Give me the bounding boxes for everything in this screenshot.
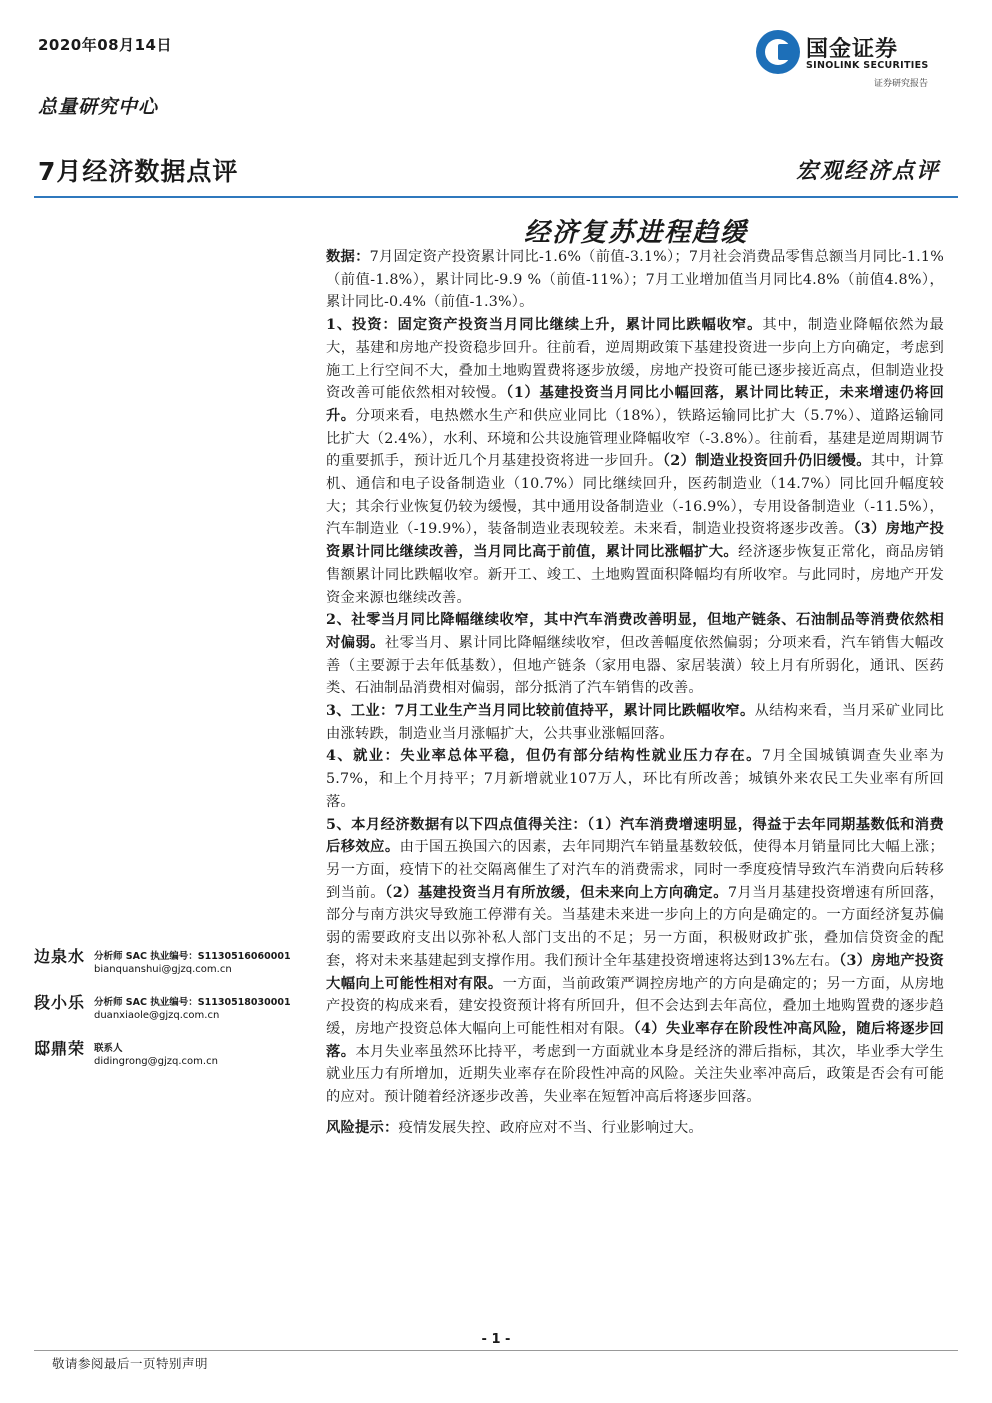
section-heading: 3、工业：7月工业生产当月同比较前值持平，累计同比跌幅收窄。	[326, 703, 755, 720]
section-highlights	[326, 814, 944, 1109]
data-label: 数据：	[326, 249, 370, 265]
section-subheading: （2）基建投资当月有所放缓，但未来向上方向确定。	[385, 884, 728, 901]
analyst-name: 边泉水	[34, 947, 86, 966]
section-text: 分项来看，电热燃水生产和供应业同比（18%），铁路运输同比扩大（5.7%）、道路运输同比扩大（2.4%），水利、环境和公共设施管理业降幅收窄（-3.8%）。往前看，基建是逆周期调节的重要抓手，预计近几个月基建投资将进一步回升。	[326, 407, 944, 470]
section-text: 一方面，当前政策严调控房地产的方向是确定的；另一方面，从房地产投资的构成来看，建安投资预计将有所回升，但不会达到去年高位，叠加土地购置费的逐步趋缓，房地产投资总体大幅向上可能性相对有限。	[326, 975, 944, 1037]
logo-company-en: SINOLINK SECURITIES	[806, 60, 929, 71]
section-subheading: （2）制造业投资回升仍旧缓慢。	[662, 453, 871, 470]
section-heading: 1、投资：固定资产投资当月同比继续上升，累计同比跌幅收窄。	[326, 317, 763, 334]
section-text: 7月全国城镇调查失业率为5.7%，和上个月持平；7月新增就业107万人，环比有所改善；城镇外来农民工失业率有所回落。	[326, 748, 945, 810]
report-body	[326, 246, 944, 1139]
headline: 经济复苏进程趋缓	[523, 218, 748, 248]
section-text: 其中，制造业降幅依然为最大，基建和房地产投资稳步回升。往前看，逆周期政策下基建投资进一步向上方向确定，考虑到施工上行空间不大，叠加土地购置费将逐步放缓，房地产投资可能已逐步接近高点，但制造业投资改善可能依然相对较慢。	[326, 317, 944, 402]
footer-divider	[34, 1350, 958, 1351]
header-divider	[34, 196, 958, 198]
analyst-email[interactable]: duanxiaole@gjzq.com.cn	[94, 1010, 220, 1021]
disclaimer-note: 敬请参阅最后一页特别声明	[52, 1356, 209, 1371]
analyst-role: 联系人	[94, 1043, 123, 1054]
section-subheading: （3）房地产投资累计同比继续改善，当月同比高于前值，累计同比涨幅扩大。	[326, 521, 944, 561]
section-text: 本月失业率虽然环比持平，考虑到一方面就业本身是经济的滞后指标，其次，毕业季大学生就业压力有所增加，近期失业率存在阶段性冲高的风险。关注失业率冲高后，政策是否会有可能的应对。预计随着经济逐步改善，失业率在短暂冲高后将逐步回落。	[326, 1043, 945, 1106]
page-number: - 1 -	[481, 1332, 511, 1347]
sinolink-logo-icon	[756, 30, 800, 74]
section-text: 由于国五换国六的因素，去年同期汽车销量基数较低，使得本月销量同比大幅上涨；另一方面，疫情下的社交隔离催生了对汽车的消费需求，同时一季度疫情导致汽车消费向后转移到当前。	[326, 839, 945, 901]
section-text: 7月当月基建投资增速有所回落，部分与南方洪灾导致施工停滞有关。当基建未来进一步向上的方向是确定的。一方面经济复苏偏弱的需要政府支出以弥补私人部门支出的不足；另一方面，积极财政扩张，叠加信贷资金的配套，将对未来基建起到支撑作用。我们预计全年基建投资增速将达到13%左右。	[326, 884, 944, 969]
data-text: 7月固定资产投资累计同比-1.6%（前值-3.1%）；7月社会消费品零售总额当月同比-1.1%（前值-1.8%），累计同比-9.9 %（前值-11%）；7月工业增加值当月同比4.8%（前值4.8%），累计同比-0.4%（前值-1.3%）。	[326, 249, 944, 311]
report-title: 7月经济数据点评	[38, 157, 239, 186]
analyst-name: 邸鼎荣	[34, 1039, 86, 1058]
report-type: 宏观经济点评	[795, 158, 940, 184]
data-paragraph	[326, 246, 944, 314]
section-text: 其中，计算机、通信和电子设备制造业（10.7%）同比继续回升，医药制造业（14.7%）同比回升幅度较大；其余行业恢复仍较为缓慢，其中通用设备制造业（-16.9%），专用设备制造业（-11.5%），汽车制造业（-19.9%），装备制造业表现较差。未来看，制造业投资将逐步改善。	[326, 453, 944, 538]
section-industry	[326, 700, 944, 745]
analyst-email[interactable]: bianquanshui@gjzq.com.cn	[94, 964, 232, 975]
section-text: 经济逐步恢复正常化，商品房销售额累计同比跌幅收窄。新开工、竣工、土地购置面积降幅均有所收窄。与此同时，房地产开发资金来源也继续改善。	[326, 544, 944, 606]
section-text: 从结构来看，当月采矿业同比由涨转跌，制造业当月涨幅扩大，公共事业涨幅回落。	[326, 703, 944, 742]
analyst-name: 段小乐	[34, 993, 86, 1012]
section-subheading: （3）房地产投资大幅向上可能性相对有限。	[326, 952, 944, 992]
section-subheading: （1）基建投资当月同比小幅回落，累计同比转正，未来增速仍将回升。	[326, 385, 944, 424]
risk-text: 疫情发展失控、政府应对不当、行业影响过大。	[398, 1119, 703, 1136]
company-logo	[756, 30, 956, 92]
logo-subtitle: 证券研究报告	[874, 79, 929, 89]
risk-paragraph	[326, 1117, 944, 1140]
section-heading: 5、本月经济数据有以下四点值得关注：（1）汽车消费增速明显，得益于去年同期基数低和消费后移效应。	[326, 816, 944, 856]
research-center-name: 总量研究中心	[38, 96, 159, 118]
logo-company-cn: 国金证券	[806, 37, 899, 62]
risk-label: 风险提示：	[326, 1119, 399, 1136]
section-heading: 2、社零当月同比降幅继续收窄，其中汽车消费改善明显，但地产链条、石油制品等消费依然相对偏弱。	[326, 612, 944, 651]
section-retail	[326, 609, 944, 700]
section-heading: 4、就业：失业率总体平稳，但仍有部分结构性就业压力存在。	[326, 748, 762, 765]
section-text: 社零当月、累计同比降幅继续收窄，但改善幅度依然偏弱；分项来看，汽车销售大幅改善（主要源于去年低基数），但地产链条（家用电器、家居装潢）较上月有所弱化，通讯、医药类、石油制品消费相对偏弱，部分抵消了汽车销售的改善。	[326, 634, 944, 697]
section-investment	[326, 314, 944, 609]
analyst-role: 分析师 SAC 执业编号：S1130518030001	[94, 997, 291, 1008]
analyst-role: 分析师 SAC 执业编号：S1130516060001	[94, 951, 291, 962]
analyst-email[interactable]: didingrong@gjzq.com.cn	[94, 1056, 218, 1067]
report-date: 2020年08月14日	[38, 36, 172, 54]
section-employment	[326, 745, 944, 813]
section-subheading: （4）失业率存在阶段性冲高风险，随后将逐步回落。	[326, 1020, 944, 1060]
